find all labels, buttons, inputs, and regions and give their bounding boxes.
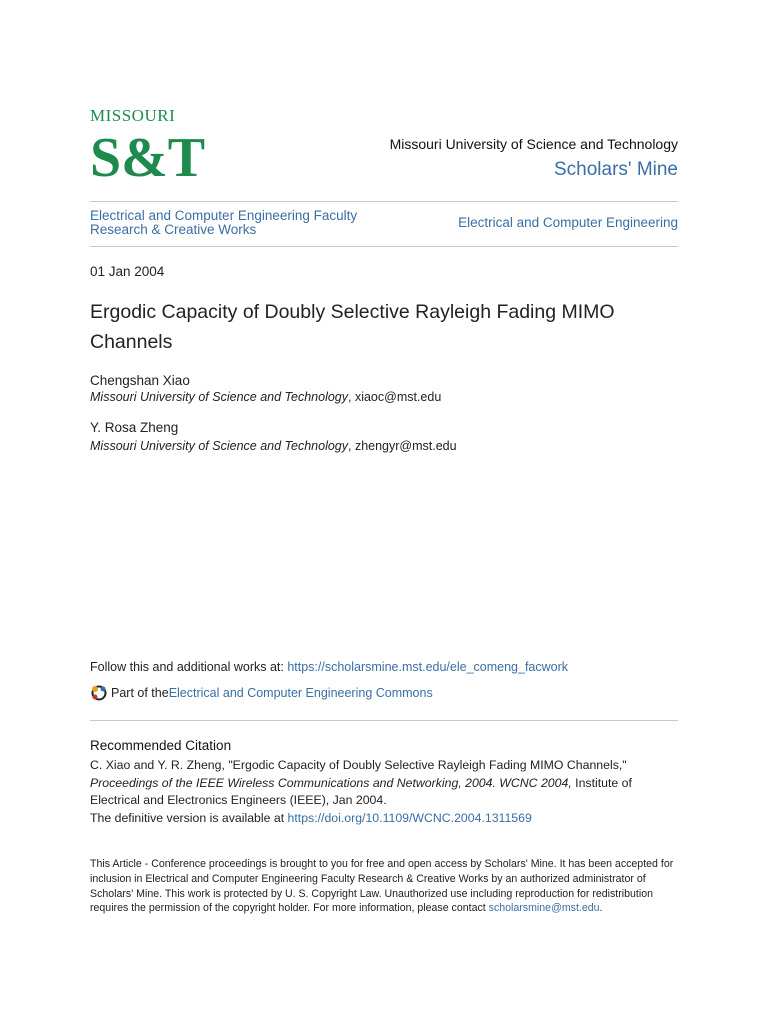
part-of-label: Part of the xyxy=(111,686,169,700)
logo-mark-text: S&T xyxy=(90,127,206,189)
divider xyxy=(90,720,678,721)
author-email: , zhengyr@mst.edu xyxy=(348,439,457,453)
access-notice xyxy=(90,857,678,916)
citation-body xyxy=(90,757,678,827)
citation-heading: Recommended Citation xyxy=(90,738,232,753)
affiliation-name: Missouri University of Science and Technology xyxy=(90,390,348,404)
cover-page xyxy=(90,0,678,1024)
st-logo-icon xyxy=(90,126,206,189)
follow-label: Follow this and additional works at: xyxy=(90,660,288,674)
commons-link[interactable]: Electrical and Computer Engineering Commons xyxy=(168,686,433,700)
part-of-line xyxy=(90,684,433,702)
contact-email-link[interactable]: scholarsmine@mst.edu xyxy=(488,902,600,915)
missouri-st-logo[interactable] xyxy=(90,106,206,189)
author-email: , xiaoc@mst.edu xyxy=(348,390,442,404)
article-title: Ergodic Capacity of Doubly Selective Rayleigh Fading MIMO Channels xyxy=(90,301,615,353)
logo-wordmark: MISSOURI xyxy=(90,106,176,125)
notice-text: This Article - Conference proceedings is brought to you for free and open access by Scholars' Mine. It has been accepted for inclusion in Electrical and Computer Engineering Faculty Research & Creative Works by an authorized administrator of Scholars' Mine. This work is protected by U. S. Copyright Law. Unauthorized use including reproduction for redistribution requires the permission of the copyright holder. For more information, please contact xyxy=(90,858,674,915)
citation-authors-title: C. Xiao and Y. R. Zheng, "Ergodic Capacity of Doubly Selective Rayleigh Fading MIMO Channels," xyxy=(90,758,627,772)
doi-link[interactable]: https://doi.org/10.1109/WCNC.2004.1311569 xyxy=(287,810,532,825)
divider xyxy=(90,246,678,247)
institution-name: Missouri University of Science and Technology xyxy=(389,136,678,152)
notice-end: . xyxy=(599,902,603,915)
doi-label: The definitive version is available at xyxy=(90,810,288,825)
scholars-mine-link[interactable]: Scholars' Mine xyxy=(553,159,678,180)
citation-publisher: Institute of Electrical and Electronics Engineers (IEEE), Jan 2004. xyxy=(90,775,632,807)
author-name: Y. Rosa Zheng xyxy=(90,420,179,435)
author-affiliation xyxy=(90,439,457,453)
divider xyxy=(90,201,678,202)
department-link[interactable]: Electrical and Computer Engineering xyxy=(458,215,678,230)
affiliation-name: Missouri University of Science and Technology xyxy=(90,439,348,453)
publication-date: 01 Jan 2004 xyxy=(90,264,165,279)
follow-url-link[interactable]: https://scholarsmine.mst.edu/ele_comeng_facwork xyxy=(287,660,569,674)
network-commons-icon xyxy=(90,684,108,702)
author-name: Chengshan Xiao xyxy=(90,373,190,388)
faculty-collection-link[interactable]: Electrical and Computer Engineering Faculty Research & Creative Works xyxy=(90,208,358,237)
follow-line xyxy=(90,660,568,674)
author-affiliation xyxy=(90,390,441,404)
citation-venue: Proceedings of the IEEE Wireless Communications and Networking, 2004. WCNC 2004, xyxy=(90,775,572,790)
